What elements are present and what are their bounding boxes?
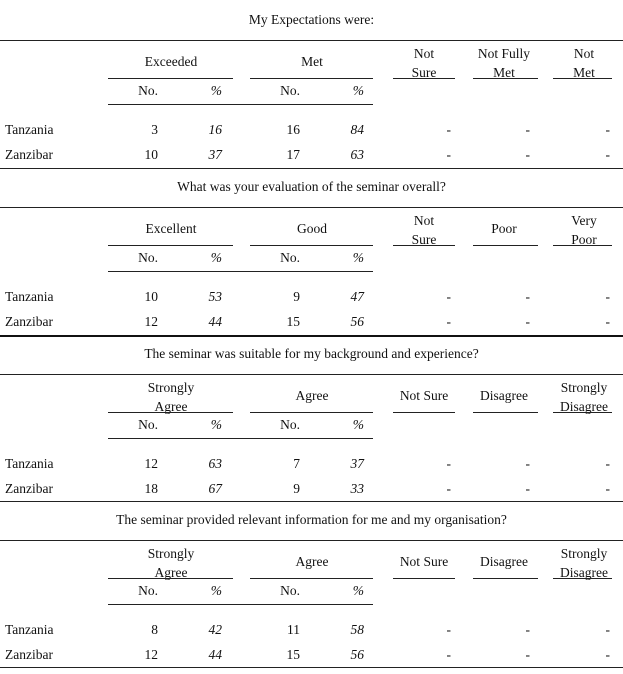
column-header: Not Met (573, 46, 595, 80)
column-header: Excellent (145, 221, 197, 236)
subheader-pct: % (210, 250, 222, 265)
header-underline (393, 578, 455, 579)
subheader-pct: % (352, 83, 364, 98)
subheader-no: No. (280, 250, 300, 265)
title-rule (0, 207, 623, 208)
cell-empty-dash: - (446, 289, 451, 304)
header-underline (553, 245, 612, 246)
header-underline (473, 578, 538, 579)
row-label: Zanzibar (5, 481, 53, 496)
cell-empty-dash: - (525, 314, 530, 329)
cell-count: 3 (151, 122, 158, 137)
cell-empty-dash: - (605, 481, 610, 496)
cell-empty-dash: - (605, 456, 610, 471)
cell-empty-dash: - (446, 481, 451, 496)
section-title: The seminar provided relevant information for me and my organisation? (116, 512, 507, 527)
cell-count: 16 (286, 122, 300, 137)
cell-empty-dash: - (605, 122, 610, 137)
subheader-no: No. (138, 250, 158, 265)
column-header: Strongly Agree (147, 546, 195, 580)
cell-count: 12 (144, 456, 158, 471)
cell-count: 10 (144, 147, 158, 162)
header-underline (393, 412, 455, 413)
column-header: Strongly Disagree (560, 546, 608, 580)
cell-empty-dash: - (525, 647, 530, 662)
cell-count: 17 (286, 147, 300, 162)
cell-percent: 37 (208, 147, 222, 162)
section-bottom-rule (0, 667, 623, 668)
column-header: Poor (491, 221, 517, 236)
cell-empty-dash: - (446, 647, 451, 662)
cell-empty-dash: - (446, 456, 451, 471)
column-header: Met (301, 54, 323, 69)
header-underline (108, 245, 233, 246)
cell-count: 8 (151, 622, 158, 637)
section-bottom-rule (0, 168, 623, 169)
column-header: Strongly Agree (147, 380, 195, 414)
cell-empty-dash: - (605, 289, 610, 304)
cell-empty-dash: - (446, 147, 451, 162)
cell-count: 15 (286, 314, 300, 329)
cell-count: 7 (293, 456, 300, 471)
header-underline (473, 245, 538, 246)
cell-count: 18 (144, 481, 158, 496)
title-rule (0, 40, 623, 41)
cell-percent: 44 (208, 647, 222, 662)
cell-percent: 33 (350, 481, 364, 496)
cell-percent: 47 (350, 289, 364, 304)
cell-empty-dash: - (525, 147, 530, 162)
cell-count: 15 (286, 647, 300, 662)
section-bottom-rule (0, 501, 623, 502)
cell-percent: 44 (208, 314, 222, 329)
row-label: Tanzania (5, 622, 54, 637)
header-underline (473, 412, 538, 413)
header-underline (473, 78, 538, 79)
column-header: Disagree (480, 554, 528, 569)
subheader-no: No. (280, 583, 300, 598)
cell-percent: 84 (350, 122, 364, 137)
subheader-pct: % (210, 417, 222, 432)
column-header: Not Sure (399, 554, 449, 569)
column-header: Disagree (480, 388, 528, 403)
cell-empty-dash: - (525, 122, 530, 137)
subheader-pct: % (210, 583, 222, 598)
header-underline (393, 245, 455, 246)
cell-percent: 16 (208, 122, 222, 137)
cell-empty-dash: - (446, 314, 451, 329)
cell-empty-dash: - (446, 622, 451, 637)
subheader-no: No. (280, 83, 300, 98)
cell-count: 10 (144, 289, 158, 304)
subheader-pct: % (210, 83, 222, 98)
column-header: Exceeded (144, 54, 198, 69)
header-underline (250, 245, 373, 246)
row-label: Tanzania (5, 289, 54, 304)
cell-percent: 63 (350, 147, 364, 162)
row-label: Tanzania (5, 456, 54, 471)
header-underline (108, 578, 233, 579)
subheader-pct: % (352, 250, 364, 265)
cell-percent: 58 (350, 622, 364, 637)
header-underline (250, 78, 373, 79)
header-underline (553, 578, 612, 579)
cell-empty-dash: - (525, 481, 530, 496)
subheader-no: No. (138, 417, 158, 432)
column-header: Not Sure (411, 213, 437, 247)
row-label: Zanzibar (5, 147, 53, 162)
title-rule (0, 374, 623, 375)
column-header: Agree (295, 554, 329, 569)
column-header: Not Sure (399, 388, 449, 403)
section-title: What was your evaluation of the seminar overall? (177, 179, 446, 194)
cell-empty-dash: - (605, 314, 610, 329)
row-label: Zanzibar (5, 647, 53, 662)
subheader-rule (108, 104, 373, 105)
cell-empty-dash: - (605, 647, 610, 662)
cell-count: 12 (144, 647, 158, 662)
header-underline (553, 78, 612, 79)
cell-percent: 53 (208, 289, 222, 304)
header-underline (108, 78, 233, 79)
section-title: The seminar was suitable for my background and experience? (144, 346, 479, 361)
cell-empty-dash: - (605, 147, 610, 162)
cell-percent: 67 (208, 481, 222, 496)
column-header: Very Poor (571, 213, 597, 247)
subheader-pct: % (352, 417, 364, 432)
subheader-no: No. (138, 583, 158, 598)
subheader-rule (108, 604, 373, 605)
cell-percent: 42 (208, 622, 222, 637)
section-title: My Expectations were: (248, 12, 375, 27)
header-underline (250, 412, 373, 413)
subheader-rule (108, 271, 373, 272)
cell-empty-dash: - (525, 456, 530, 471)
column-header: Strongly Disagree (560, 380, 608, 414)
subheader-no: No. (280, 417, 300, 432)
cell-empty-dash: - (446, 122, 451, 137)
subheader-rule (108, 438, 373, 439)
header-underline (393, 78, 455, 79)
header-underline (553, 412, 612, 413)
cell-empty-dash: - (525, 622, 530, 637)
cell-percent: 56 (350, 647, 364, 662)
column-header: Not Sure (411, 46, 437, 80)
cell-empty-dash: - (525, 289, 530, 304)
subheader-pct: % (352, 583, 364, 598)
cell-percent: 37 (350, 456, 364, 471)
subheader-no: No. (138, 83, 158, 98)
cell-percent: 56 (350, 314, 364, 329)
column-header: Good (297, 221, 327, 236)
title-rule (0, 540, 623, 541)
cell-count: 9 (293, 289, 300, 304)
row-label: Zanzibar (5, 314, 53, 329)
section-bottom-rule (0, 335, 623, 337)
cell-count: 9 (293, 481, 300, 496)
cell-empty-dash: - (605, 622, 610, 637)
header-underline (250, 578, 373, 579)
row-label: Tanzania (5, 122, 54, 137)
header-underline (108, 412, 233, 413)
cell-percent: 63 (208, 456, 222, 471)
cell-count: 12 (144, 314, 158, 329)
column-header: Agree (295, 388, 329, 403)
column-header: Not Fully Met (477, 46, 531, 80)
cell-count: 11 (287, 622, 300, 637)
